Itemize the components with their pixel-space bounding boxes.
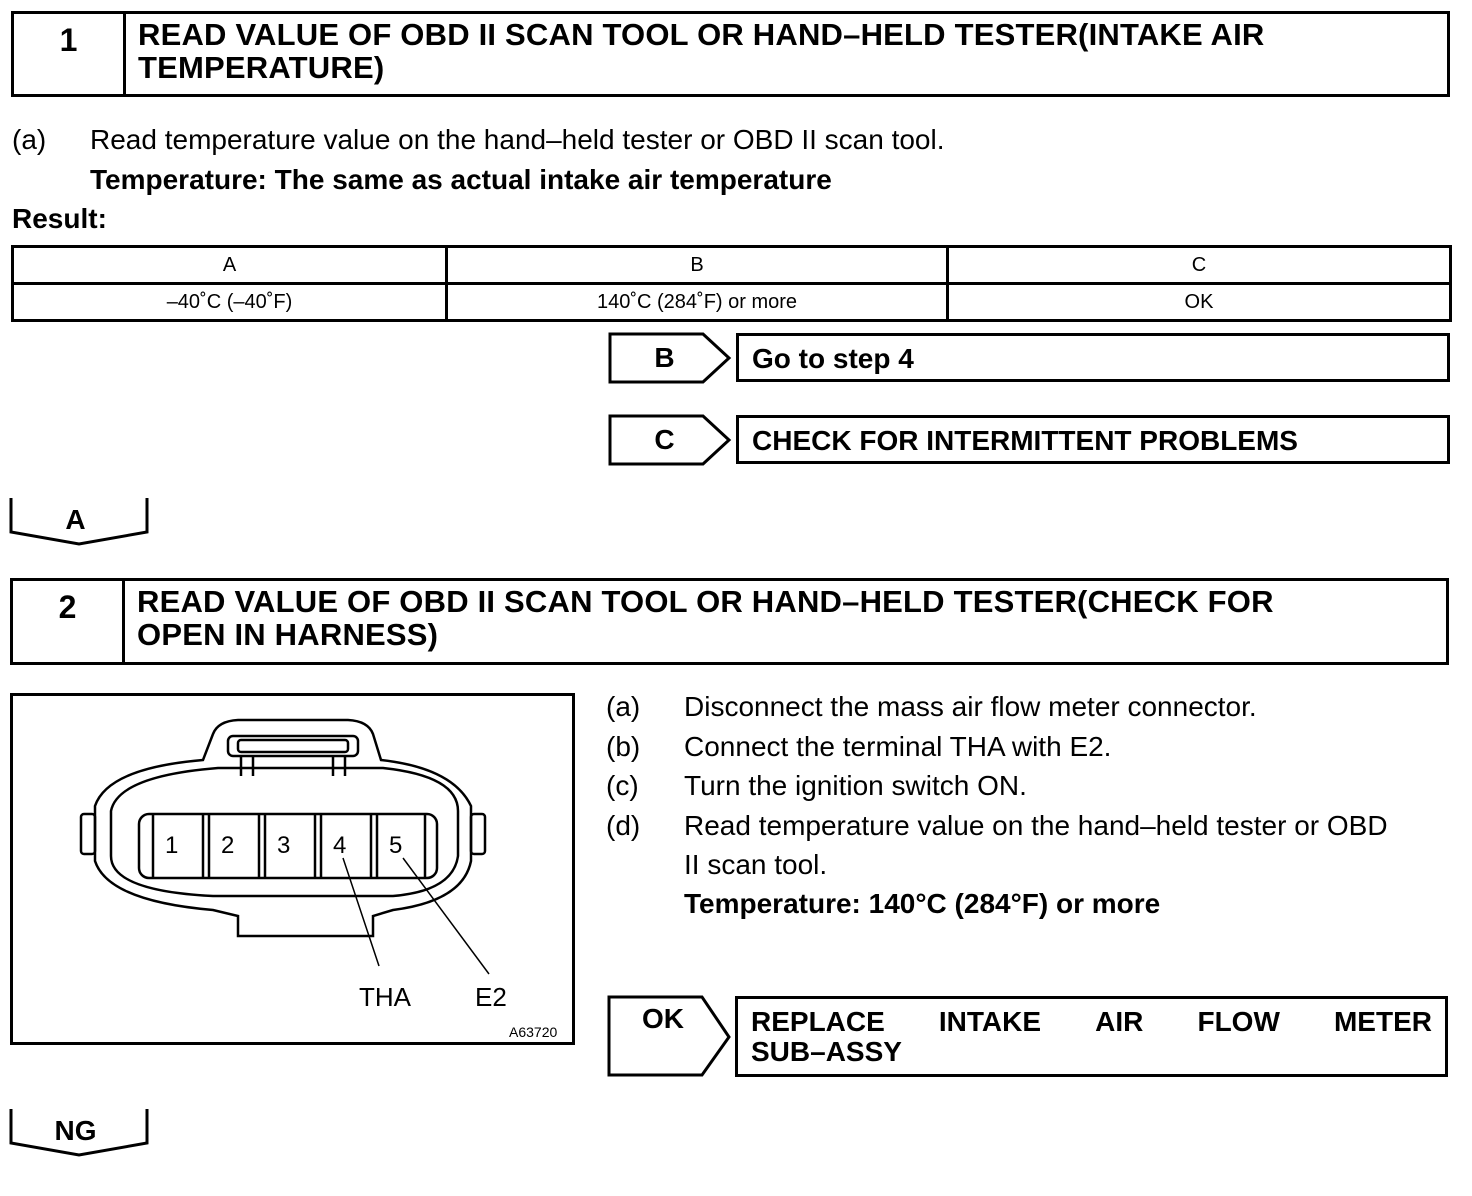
outcome-b-label: B	[654, 342, 675, 373]
connector-diagram	[10, 693, 575, 1045]
step-1-title	[138, 18, 1437, 84]
outcome-ok-word-1: REPLACE	[751, 1006, 885, 1037]
step-1-spec: Temperature: The same as actual intake air temperature	[90, 164, 832, 195]
outcome-ok-word-3: AIR	[1095, 1006, 1144, 1037]
step-2-title	[137, 585, 1436, 651]
result-label: Result:	[12, 203, 107, 234]
result-header-c: C	[948, 247, 1451, 284]
outcome-c-label: C	[654, 424, 675, 455]
outcome-c-text: CHECK FOR INTERMITTENT PROBLEMS	[752, 425, 1298, 456]
step-1-instruction-a: Read temperature value on the hand–held tester or OBD II scan tool.	[90, 124, 945, 155]
result-header-b: B	[447, 247, 948, 284]
pin-2-label: 2	[221, 832, 235, 859]
step-2-instruction-d-marker: (d)	[606, 810, 641, 841]
result-value-b: 140˚C (284˚F) or more	[447, 284, 948, 321]
result-table-value-row	[13, 284, 1451, 321]
pin-3-label: 3	[277, 832, 291, 859]
outcome-ok-label: OK	[642, 1003, 684, 1034]
outcome-c-action	[736, 415, 1450, 464]
step-2-title-line1: READ VALUE OF OBD II SCAN TOOL OR HAND–HELD TESTER(CHECK FOR	[137, 584, 1274, 619]
step-2-instruction-b-marker: (b)	[606, 731, 641, 762]
step-2-instruction-a: Disconnect the mass air flow meter connector.	[684, 691, 1257, 722]
result-value-c: OK	[948, 284, 1451, 321]
step-2-instruction-c: Turn the ignition switch ON.	[684, 770, 1027, 801]
step-1-title-line1: READ VALUE OF OBD II SCAN TOOL OR HAND–HELD TESTER(INTAKE AIR	[138, 17, 1265, 52]
result-value-a: –40˚C (–40˚F)	[13, 284, 447, 321]
step-2-header	[10, 578, 1449, 665]
step-2-title-line2: OPEN IN HARNESS)	[137, 617, 439, 652]
outcome-ok-word-4: FLOW	[1197, 1006, 1280, 1037]
outcome-ok-word-5: METER	[1333, 1006, 1432, 1037]
step-1-header	[11, 11, 1450, 97]
outcome-ok-text-line1	[751, 1007, 1432, 1037]
outcome-b-text: Go to step 4	[752, 343, 914, 374]
step-2-next-label: NG	[54, 1115, 97, 1146]
step-2-number: 2	[13, 581, 125, 662]
step-1-instruction-a-marker: (a)	[12, 124, 47, 155]
pin-1-label: 1	[165, 832, 179, 859]
step-2-instruction-d-cont: II scan tool.	[684, 849, 828, 880]
result-table	[11, 245, 1452, 322]
outcome-ok-action	[735, 996, 1448, 1077]
step-2-instruction-d: Read temperature value on the hand–held tester or OBD	[684, 810, 1388, 841]
step-2-spec: Temperature: 140°C (284°F) or more	[684, 888, 1161, 919]
step-1-title-line2: TEMPERATURE)	[138, 50, 385, 85]
outcome-b-action	[736, 333, 1450, 382]
step-2-instruction-c-marker: (c)	[606, 770, 639, 801]
result-header-a: A	[13, 247, 447, 284]
pin-4-label: 4	[333, 832, 347, 859]
step-2-instruction-a-marker: (a)	[606, 691, 641, 722]
step-2-instruction-b: Connect the terminal THA with E2.	[684, 731, 1112, 762]
figure-id: A63720	[509, 1024, 558, 1040]
e2-label: E2	[475, 982, 507, 1012]
step-1-next-label: A	[65, 504, 86, 535]
outcome-ok-word-2: INTAKE	[938, 1006, 1042, 1037]
result-table-header-row	[13, 247, 1451, 284]
step-1-number: 1	[14, 14, 126, 94]
tha-label: THA	[359, 982, 411, 1012]
outcome-ok-text-line2: SUB–ASSY	[751, 1036, 902, 1067]
pin-5-label: 5	[389, 832, 403, 859]
